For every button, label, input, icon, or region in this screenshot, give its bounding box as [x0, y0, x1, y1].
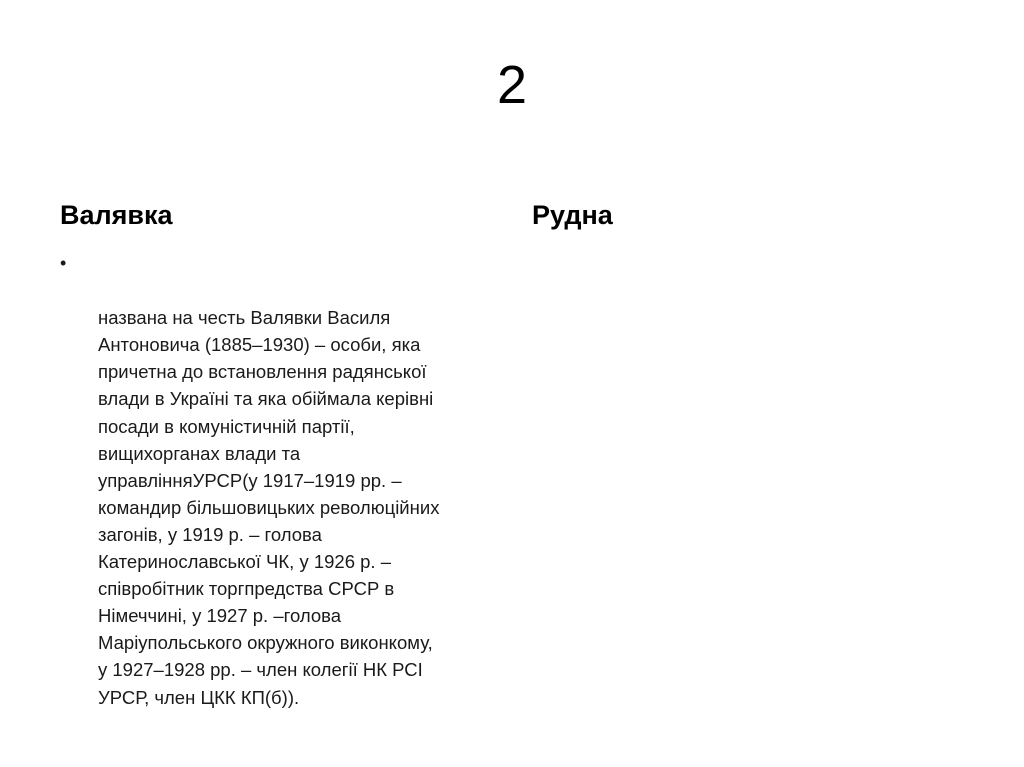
- slide-title: 2: [496, 55, 528, 115]
- bullet-item: [60, 250, 510, 711]
- left-column-heading: Валявка: [60, 200, 173, 230]
- left-column-bullet-list: [60, 250, 510, 711]
- bullet-text: названа на честь Валявки Василя Антоновича (1885–1930) – особи, яка причетна до встановлення радянської влади в Україні та яка обіймала керівні посади в комуністичній партії, вищихорганах влади та управлінняУРСР(у 1917–1919 рр. – командир більшовицьких революційних загонів, у 1919 р. – голова Катеринославської ЧК, у 1926 р. – співробітник торгпредства СРСР в Німеччині, у 1927 р. –голова Маріупольського окружного виконкому, у 1927–1928 рр. – член колегії НК РСІ УРСР, член ЦКК КП(б)).: [98, 307, 440, 708]
- bullet-icon: •: [60, 253, 67, 273]
- right-column-heading: Рудна: [532, 200, 613, 230]
